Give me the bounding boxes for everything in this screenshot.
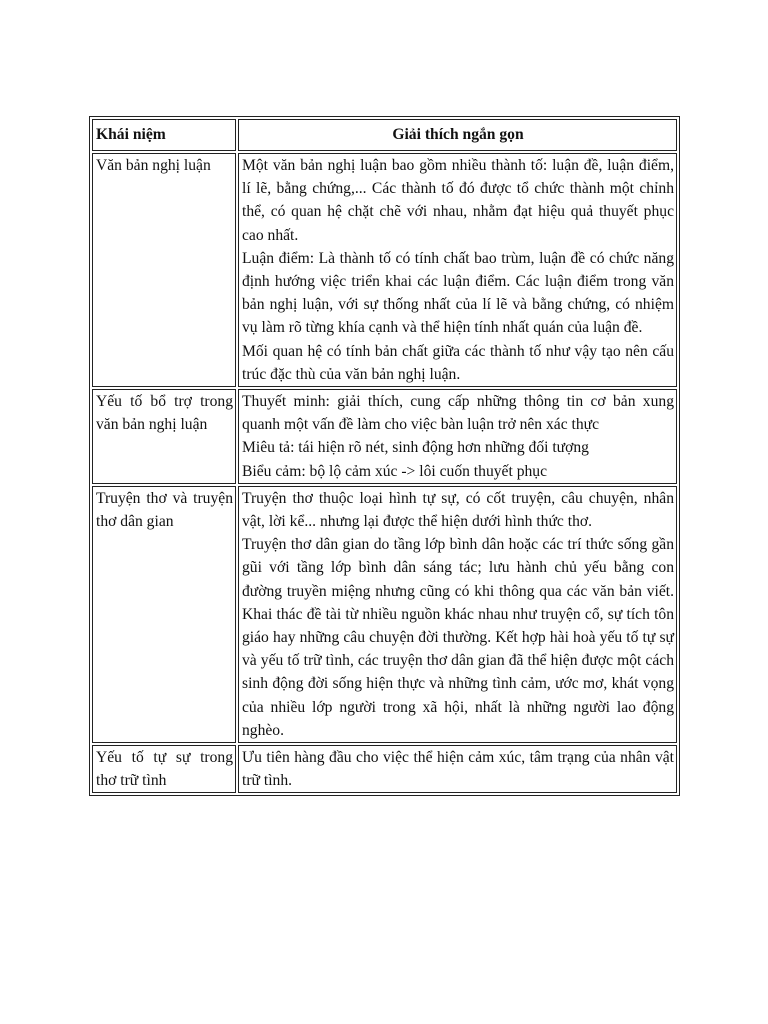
explanation-paragraph: Luận điểm: Là thành tố có tính chất bao trùm, luận đề có chức năng định hướng việc triển khai các luận điểm. Các luận điểm trong văn bản nghị luận, với sự thống nhất của lí lẽ và bằng chứng, có nhiệm vụ làm rõ từng khía cạnh và thể hiện tính nhất quán của luận đề. [242, 249, 674, 337]
explanation-cell [238, 153, 677, 387]
explanation-cell [238, 389, 677, 484]
header-concept: Khái niệm [92, 119, 236, 151]
table-header-row [92, 119, 677, 151]
explanation-cell [238, 486, 677, 743]
table-row [92, 389, 677, 484]
explanation-paragraph: Ưu tiên hàng đầu cho việc thể hiện cảm xúc, tâm trạng của nhân vật trữ tình. [242, 749, 674, 790]
explanation-paragraph: Một văn bản nghị luận bao gồm nhiều thành tố: luận đề, luận điểm, lí lẽ, bằng chứng,... Các thành tố đó được tổ chức thành một chỉnh thể, có quan hệ chặt chẽ với nhau, nhằm đạt hiệu quả thuyết phục cao nhất. [242, 157, 674, 244]
explanation-cell [238, 745, 677, 793]
concept-cell: Yếu tố tự sự trong thơ trữ tình [92, 745, 236, 793]
concept-cell: Truyện thơ và truyện thơ dân gian [92, 486, 236, 743]
explanation-paragraph: Mối quan hệ có tính bản chất giữa các thành tố như vậy tạo nên cấu trúc đặc thù của văn bản nghị luận. [242, 342, 674, 383]
explanation-paragraph: Thuyết minh: giải thích, cung cấp những thông tin cơ bản xung quanh một vấn đề làm cho việc bàn luận trở nên xác thực [242, 393, 674, 434]
table-row [92, 486, 677, 743]
concept-cell: Văn bản nghị luận [92, 153, 236, 387]
concept-table [89, 116, 680, 796]
explanation-paragraph: Biểu cảm: bộ lộ cảm xúc -> lôi cuốn thuyết phục [242, 462, 547, 480]
concept-cell: Yếu tố bổ trợ trong văn bản nghị luận [92, 389, 236, 484]
table-row [92, 153, 677, 387]
explanation-paragraph: Miêu tả: tái hiện rõ nét, sinh động hơn những đối tượng [242, 439, 589, 457]
header-explanation: Giải thích ngắn gọn [238, 119, 677, 151]
explanation-paragraph: Truyện thơ dân gian do tầng lớp bình dân hoặc các trí thức sống gần gũi với tầng lớp bình dân sáng tác; lưu hành chủ yếu bằng con đường truyền miệng nhưng cũng có khi thông qua các văn bản viết. Khai thác đề tài từ nhiều nguồn khác nhau như truyện cổ, sự tích tôn giáo hay những câu chuyện đời thường. Kết hợp hài hoà yếu tố tự sự và yếu tố trữ tình, các truyện thơ dân gian đã thể hiện được một cách sinh động đời sống hiện thực và những tình cảm, ước mơ, khát vọng của nhiều lớp người trong xã hội, nhất là những người lao động nghèo. [242, 536, 674, 739]
table-row [92, 745, 677, 793]
explanation-paragraph: Truyện thơ thuộc loại hình tự sự, có cốt truyện, câu chuyện, nhân vật, lời kể... nhưng lại được thể hiện dưới hình thức thơ. [242, 489, 674, 531]
